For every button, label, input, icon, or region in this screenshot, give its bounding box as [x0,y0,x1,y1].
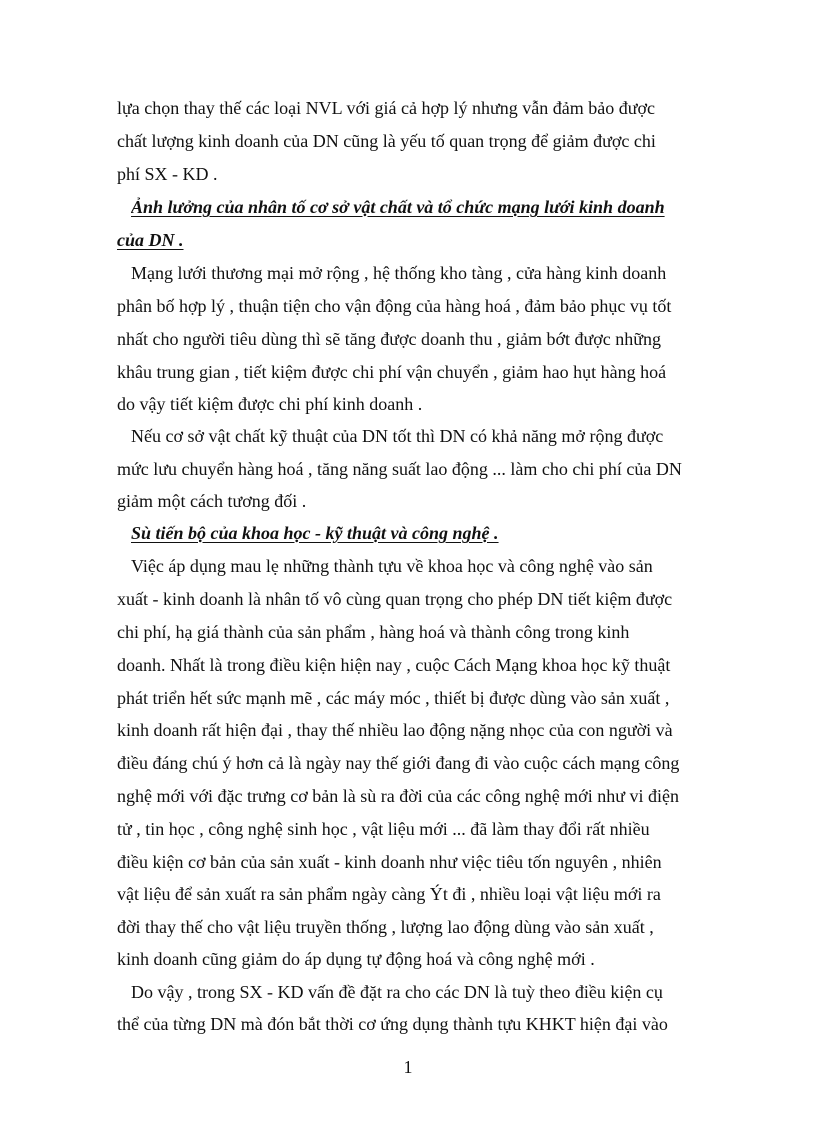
text-line: Việc áp dụng mau lẹ những thành tựu về khoa học và công nghệ vào sản [131,556,653,576]
text-line: vật liệu để sản xuất ra sản phẩm ngày càng Ýt đi , nhiều loại vật liệu mới ra [117,884,661,904]
text-line: chất lượng kinh doanh của DN cũng là yếu tố quan trọng để giảm được chi [117,131,656,151]
text-line: đời thay thế cho vật liệu truyền thống , lượng lao động dùng vào sản xuất , [117,917,654,937]
text-line: xuất - kinh doanh là nhân tố vô cùng quan trọng cho phép DN tiết kiệm được [117,589,673,609]
text-line: lựa chọn thay thế các loại NVL với giá cả hợp lý nhưng vẫn đảm bảo được [117,98,655,118]
text-line: phí SX - KD . [117,164,218,184]
section-heading: Sù tiến bộ của khoa học - kỹ thuật và công nghệ . [131,523,499,543]
text-line: khâu trung gian , tiết kiệm được chi phí vận chuyển , giảm hao hụt hàng hoá [117,362,667,382]
text-line: thể của từng DN mà đón bắt thời cơ ứng dụng thành tựu KHKT hiện đại vào [117,1014,668,1034]
text-line: Mạng lưới thương mại mở rộng , hệ thống kho tàng , cửa hàng kinh doanh [131,263,667,283]
text-line: phân bố hợp lý , thuận tiện cho vận động của hàng hoá , đảm bảo phục vụ tốt [117,296,672,316]
section-heading: của DN . [117,230,184,250]
text-line: Do vậy , trong SX - KD vấn đề đặt ra cho các DN là tuỳ theo điều kiện cụ [131,982,663,1002]
text-line: nhất cho người tiêu dùng thì sẽ tăng được doanh thu , giảm bớt được những [117,329,662,349]
text-line: mức lưu chuyển hàng hoá , tăng năng suất lao động ... làm cho chi phí của DN [117,459,682,479]
text-line: doanh. Nhất là trong điều kiện hiện nay , cuộc Cách Mạng khoa học kỹ thuật [117,655,671,675]
text-line: tử , tin học , công nghệ sinh học , vật liệu mới ... đã làm thay đổi rất nhiều [117,819,650,839]
text-line: điều đáng chú ý hơn cả là ngày nay thế giới đang đi vào cuộc cách mạng công [117,753,680,773]
text-line: Nếu cơ sở vật chất kỹ thuật của DN tốt thì DN có khả năng mở rộng được [131,426,664,446]
text-line: kinh doanh rất hiện đại , thay thế nhiều lao động nặng nhọc của con người và [117,720,673,740]
text-line: chi phí, hạ giá thành của sản phẩm , hàng hoá và thành công trong kinh [117,622,630,642]
text-line: do vậy tiết kiệm được chi phí kinh doanh . [117,394,423,414]
text-line: giảm một cách tương đối . [117,491,307,511]
section-heading: Ảnh lưởng của nhân tố cơ sở vật chất và tổ chức mạng lưới kinh doanh [131,197,665,217]
text-line: điều kiện cơ bản của sản xuất - kinh doanh như việc tiêu tốn nguyên , nhiên [117,852,662,872]
text-line: nghệ mới với đặc trưng cơ bản là sù ra đời của các công nghệ mới như vi điện [117,786,679,806]
text-line: kinh doanh cũng giảm do áp dụng tự động hoá và công nghệ mới . [117,949,595,969]
page-number: 1 [403,1057,413,1077]
text-line: phát triển hết sức mạnh mẽ , các máy móc , thiết bị được dùng vào sản xuất , [117,688,670,708]
